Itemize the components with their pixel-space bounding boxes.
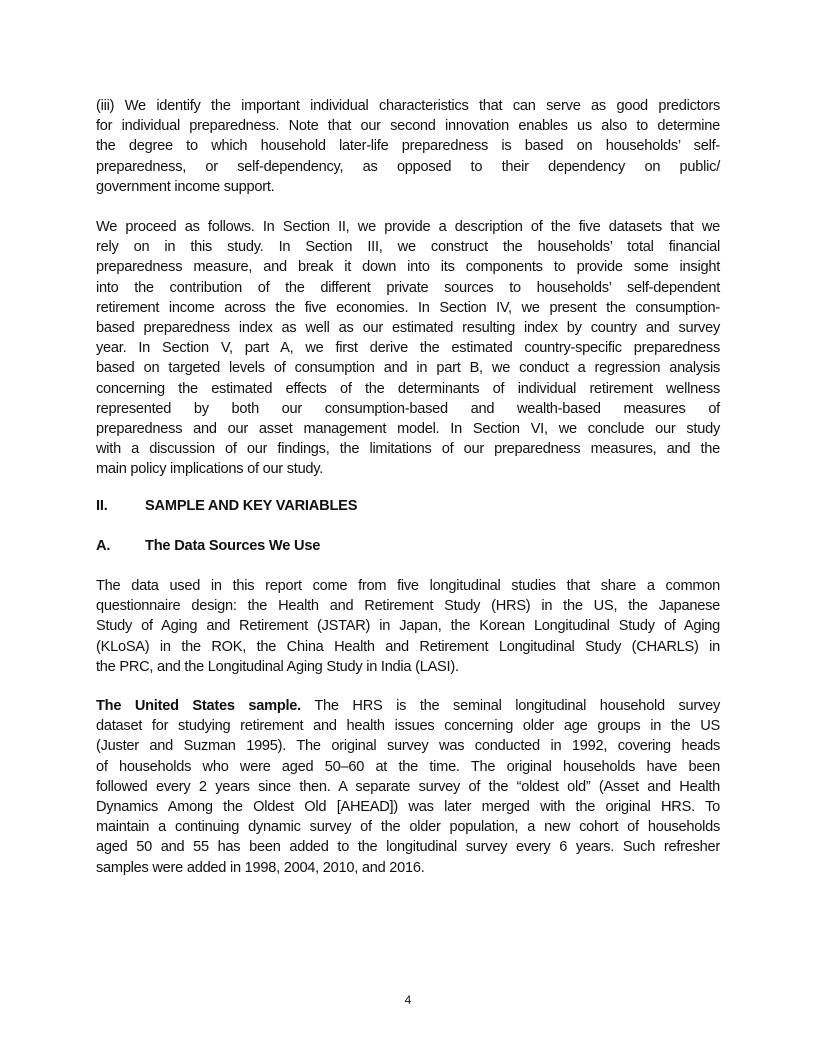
text-line: (iii) We identify the important individual characteristics that can serve as good predictors: [96, 98, 720, 114]
section-heading: [96, 496, 357, 516]
text-line: based on targeted levels of consumption and in part B, we conduct a regression analysis: [96, 360, 720, 377]
text-line: followed every 2 years since then. A separate survey of the “oldest old” (Asset and Health: [96, 778, 720, 795]
text-run: The HRS is the seminal longitudinal household survey: [300, 698, 720, 714]
text-line: The data used in this report come from five longitudinal studies that share a common: [96, 578, 720, 594]
text-line: preparedness and our asset management model. In Section VI, we conclude our study: [96, 420, 720, 437]
text-line: for individual preparedness. Note that our second innovation enables us also to determine: [96, 118, 720, 135]
text-line: preparedness, or self-dependency, as opposed to their dependency on public/: [96, 158, 720, 175]
text-line: preparedness measure, and break it down into its components to provide some insight: [96, 259, 720, 276]
text-line: main policy implications of our study.: [96, 461, 324, 478]
paragraph-outline: [96, 217, 720, 479]
text-line: maintain a continuing dynamic survey of the older population, a new cohort of households: [96, 819, 720, 836]
text-line: year. In Section V, part A, we first derive the estimated country-specific preparedness: [96, 340, 720, 357]
text-line: questionnaire design: the Health and Retirement Study (HRS) in the US, the Japanese: [96, 598, 720, 615]
text-line: the PRC, and the Longitudinal Aging Study in India (LASI).: [96, 658, 459, 675]
section-title: SAMPLE AND KEY VARIABLES: [145, 498, 358, 514]
paragraph-us-sample: [96, 696, 720, 878]
text-line: rely on in this study. In Section III, we construct the households’ total financial: [96, 239, 720, 256]
paragraph-data-sources: [96, 576, 720, 677]
text-line: [96, 696, 720, 716]
text-line: (Juster and Suzman 1995). The original survey was conducted in 1992, covering heads: [96, 738, 720, 755]
text-line: based preparedness index as well as our estimated resulting index by country and survey: [96, 319, 720, 336]
text-line: (KLoSA) in the ROK, the China Health and Retirement Longitudinal Study (CHARLS) in: [96, 638, 720, 655]
text-line: government income support.: [96, 178, 275, 195]
text-line: Dynamics Among the Oldest Old [AHEAD]) was later merged with the original HRS. To: [96, 798, 720, 815]
text-line: retirement income across the five economies. In Section IV, we present the consumption-: [96, 299, 720, 316]
paragraph-contributions: [96, 96, 720, 197]
text-line: the degree to which household later-life preparedness is based on households’ self-: [96, 138, 720, 155]
subsection-number: A.: [96, 538, 111, 554]
text-line: with a discussion of our findings, the limitations of our preparedness measures, and the: [96, 441, 720, 458]
text-line: Study of Aging and Retirement (JSTAR) in Japan, the Korean Longitudinal Study of Aging: [96, 618, 720, 635]
section-number: II.: [96, 498, 108, 514]
text-line: samples were added in 1998, 2004, 2010, and 2016.: [96, 859, 425, 876]
subsection-heading: [96, 536, 320, 556]
run-in-heading: The United States sample.: [96, 698, 301, 714]
text-line: of households who were aged 50–60 at the time. The original households have been: [96, 758, 720, 775]
text-line: aged 50 and 55 has been added to the longitudinal survey every 6 years. Such refresher: [96, 839, 720, 856]
subsection-title: The Data Sources We Use: [145, 538, 321, 554]
page-number: 4: [404, 993, 412, 1007]
text-line: concerning the estimated effects of the determinants of individual retirement wellness: [96, 380, 720, 397]
text-line: into the contribution of the different private sources to households’ self-dependent: [96, 279, 720, 296]
text-line: We proceed as follows. In Section II, we provide a description of the five datasets that we: [96, 219, 720, 235]
text-line: represented by both our consumption-based and wealth-based measures of: [96, 400, 720, 417]
text-line: dataset for studying retirement and health issues concerning older age groups in the US: [96, 718, 720, 735]
